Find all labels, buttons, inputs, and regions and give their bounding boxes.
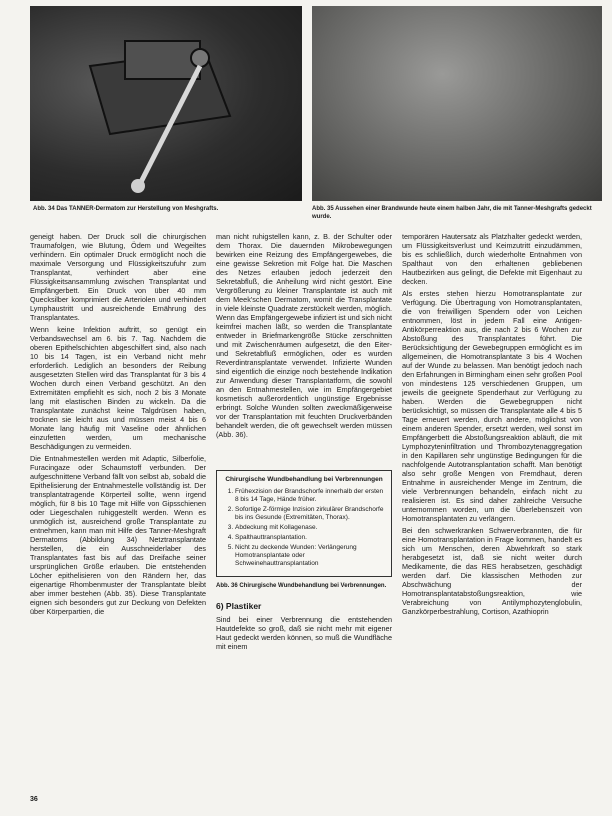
box-title: Chirurgische Wundbehandlung bei Verbrennungen bbox=[225, 476, 383, 483]
paragraph: geneigt haben. Der Druck soll die chirurgischen Traumafolgen, wie Blutung, Ödem und Wegeiltes verhindern. Ein optimaler Druck ermöglicht noch die maximale Versorgung und Flüssigkeitszufuhr zum Transplantat, verhindert aber eine Flüssigkeitsansammlung zwischen Transplantat und Empfängerbett. Ein Druck von über 40 mm Quecksilber komprimiert die Arteriolen und verhindert Lymphaustritt und ausreichende Ernährung des Transplantates. bbox=[30, 232, 206, 322]
paragraph: Als erstes stehen hierzu Homotransplantate zur Verfügung. Die Übertragung von Homotransplantaten, die von freiwilligen Spendern oder von Leichen entnommen, löst in jedem Fall eine Antigen-Antikörperreaktion aus, die nach 2 bis 6 Wochen zur Abstoßung des Transplantates führt. Die Berücksichtigung der Gewebegruppen ermöglicht es im allgemeinen, die Homotransplantate 3 bis 4 Wochen auf der Wunde zu belassen. Man benötigt jedoch nach den Erfahrungen in Birmingham einen sehr großen Pool von mindestens 125 verschiedenen Gruppen, um jeweils die geeignete Spenderhaut zur Verfügung zu haben. Werden die Gewebegruppen nicht berücksichtigt, so müssen die Transplantate alle 4 bis 5 Tage erneuert werden, durch andere, möglichst von einem anderen Spender, ersetzt werden, weil sonst im Empfängerbett die Abstoßungsreaktion abläuft, die mit Lymphozyteninfiltration und Thrombozytenaggregation in den Kapillaren sehr ungünstige Bedingungen für die nachfolgende Autotransplantation schafft. Man benötigt also sehr große Mengen von Fremdhaut, deren Entnahme in ausreichender Menge im Zentrum, die viele Verbrennungen behandeln, einfach nicht zu realisieren ist. Es sind daher zahlreiche Versuche unternommen worden, um die Überlebenszeit von Homotransplantaten zu verlängern. bbox=[402, 289, 582, 523]
figure-35-caption: Abb. 35 Aussehen einer Brandwunde heute einem halben Jahr, die mit Tanner-Meshgrafts gedeckt wurde. bbox=[312, 206, 592, 220]
text-column-1 bbox=[30, 232, 206, 802]
dermatome-illustration bbox=[30, 6, 302, 201]
list-item: 4. Spalthauttransplantation. bbox=[235, 534, 385, 542]
paragraph: Bei den schwerkranken Schwerverbrannten, die für eine Homotransplantation in Frage kommen, handelt es sich um Menschen, deren Abwehrkraft so stark herabgesetzt ist, daß sie nicht weiter durch Medikamente, die das RES herabsetzen, geschädigt werden darf. Die klassischen Methoden zur Abschwächung der Homotransplantatabstoßungsreaktion, wie Verabreichung von Antilymphozytenglobulin, Ganzkörperbestrahlung, Cortison, Azathioprin bbox=[402, 526, 582, 616]
paragraph: man nicht ruhigstellen kann, z. B. der Schulter oder dem Thorax. Die dauernden Mikrobewegungen bewirken eine Reizung des Empfängergewebes, die eine gewisse Sekretion mit Folge hat. Die Maschen des Netzes erlauben jedoch jederzeit den Sekretabfluß, die Anheilung wird nicht gestört. Eine Vergrößerung zu kleiner Transplantate ist auch mit dem Meek'schen Dermatom, womit die Transplantate in viele kleinste Quadrate zerstückelt werden, möglich. Wenn das Empfängergewebe infiziert ist und sich nicht keimfrei machen läßt, so werden die Transplantate entweder in Briefmarkengröße Stücke zerschnitten und mit Zwischenräumen aufgesetzt, die den Eiter- und Sekretabfluß ermöglichen, oder es wurden Reverdintransplantate verwendet. Infizierte Wunden sind eigentlich die einzige noch bestehende Indikation zur Anwendung dieser Transplantatform, die sowohl an den Entnahmestellen, wie im Empfängergebiet kosmetisch außerordentlich ungünstige Ergebnisse erbringt. Solche Wunden sollten zweckmäßigerweise vor der Transplantation mit feuchten Druckverbänden behandelt werden, die oft gewechselt werden müssen (Abb. 36). bbox=[216, 232, 392, 439]
list-item: 2. Sofortige Z-förmige Inzision zirkulärer Brandschorfe bis ins Gesunde (Extremitäten, Thorax). bbox=[235, 506, 385, 522]
tanner-dermatome-photo bbox=[30, 6, 302, 201]
section-heading: 6) Plastiker bbox=[216, 600, 262, 611]
figure-36-caption: Abb. 36 Chirurgische Wundbehandlung bei Verbrennungen. bbox=[216, 583, 387, 589]
list-item: 3. Abdeckung mit Kollagenase. bbox=[235, 524, 385, 532]
paragraph: temporären Hautersatz als Platzhalter gedeckt werden, um Flüssigkeitsverlust und Keimzutritt einzudämmen, bis es schließlich, durch wiederholte Entnahmen von Spalthaut von den erhaltenen gebliebenen Hautbezirken aus gelingt, die Defekte mit Eigenhaut zu decken. bbox=[402, 232, 582, 286]
paragraph: Sind bei einer Verbrennung die entstehenden Hautdefekte so groß, daß sie nicht mehr mit eigener Haut gedeckt werden können, so muß die Wundfläche mit einem bbox=[216, 614, 392, 651]
text-column-3 bbox=[402, 232, 582, 804]
list-item: 1. Frühexzision der Brandschorfe innerhalb der ersten 8 bis 14 Tage, Hände früher. bbox=[235, 488, 385, 504]
page-number: 36 bbox=[30, 796, 38, 803]
list-item: 5. Nicht zu deckende Wunden: Verlängerung Homotransplantate oder Schweinehauttransplantation bbox=[235, 544, 385, 568]
text-column-2-lower bbox=[216, 470, 392, 651]
treatment-box bbox=[216, 470, 392, 577]
treatment-list bbox=[223, 488, 385, 568]
text-column-2 bbox=[216, 232, 392, 470]
paragraph: Wenn keine Infektion auftritt, so genügt ein Verbandswechsel am 6. bis 7. Tag. Nachdem die oberen Epithelschichten abgeschilfert sind, also nach 10 bis 14 Tagen, ist ein Verband nicht mehr erforderlich. Lediglich an besonders der Reibung ausgesetzten Stellen wird das Transplantat für 3 bis 4 Wochen durch einen Verband geschützt. An den Extremitäten empfiehlt es sich, noch 2 bis 3 Monate lang mit elastischen Binden zu wickeln. Da die Transplantate zunächst keine Talgdrüsen haben, trocknen sie leicht aus und müssen meist 4 bis 6 Monate lang häufig mit Vaseline oder ähnlichen einzufetten werden, um mechanische Beschädigungen zu vermeiden. bbox=[30, 325, 206, 451]
paragraph: Die Entnahmestellen werden mit Adaptic, Silberfolie, Furacingaze oder Schaumstoff verbunden. Der aufgeschnittene Verband fällt von selbst ab, sobald die Epithelisierung der Entnahmestelle vollständig ist. Der transplantatragende Körperteil sollte, wenn irgend möglich, für 8 bis 10 Tage mit Hilfe von Gipsschienen oder Liegeschalen ruhiggestellt werden. Wenn es unmöglich ist, ausreichend große Transplantate zu entnehmen, kann man mit Hilfe des Tanner-Meshgraft Dermatoms (Abbildung 34) Netztransplantate herstellen, die ein Ausschneiderlaber des Transplantates fast bis auf das Dreifache seiner ursprünglichen Größe erlauben. Die entstehenden Löcher epithelisieren von den Rändern her, das eigenartige Rhombenmuster der Transplantate bleibt aber immer bestehen (Abb. 35). Diese Transplantate eignen sich besonders gut zur Deckung von Defekten über Körperpartien, die bbox=[30, 454, 206, 616]
burn-wound-photo bbox=[312, 6, 602, 201]
figure-34-caption: Abb. 34 Das TANNER-Dermatom zur Herstellung von Meshgrafts. bbox=[33, 206, 219, 212]
